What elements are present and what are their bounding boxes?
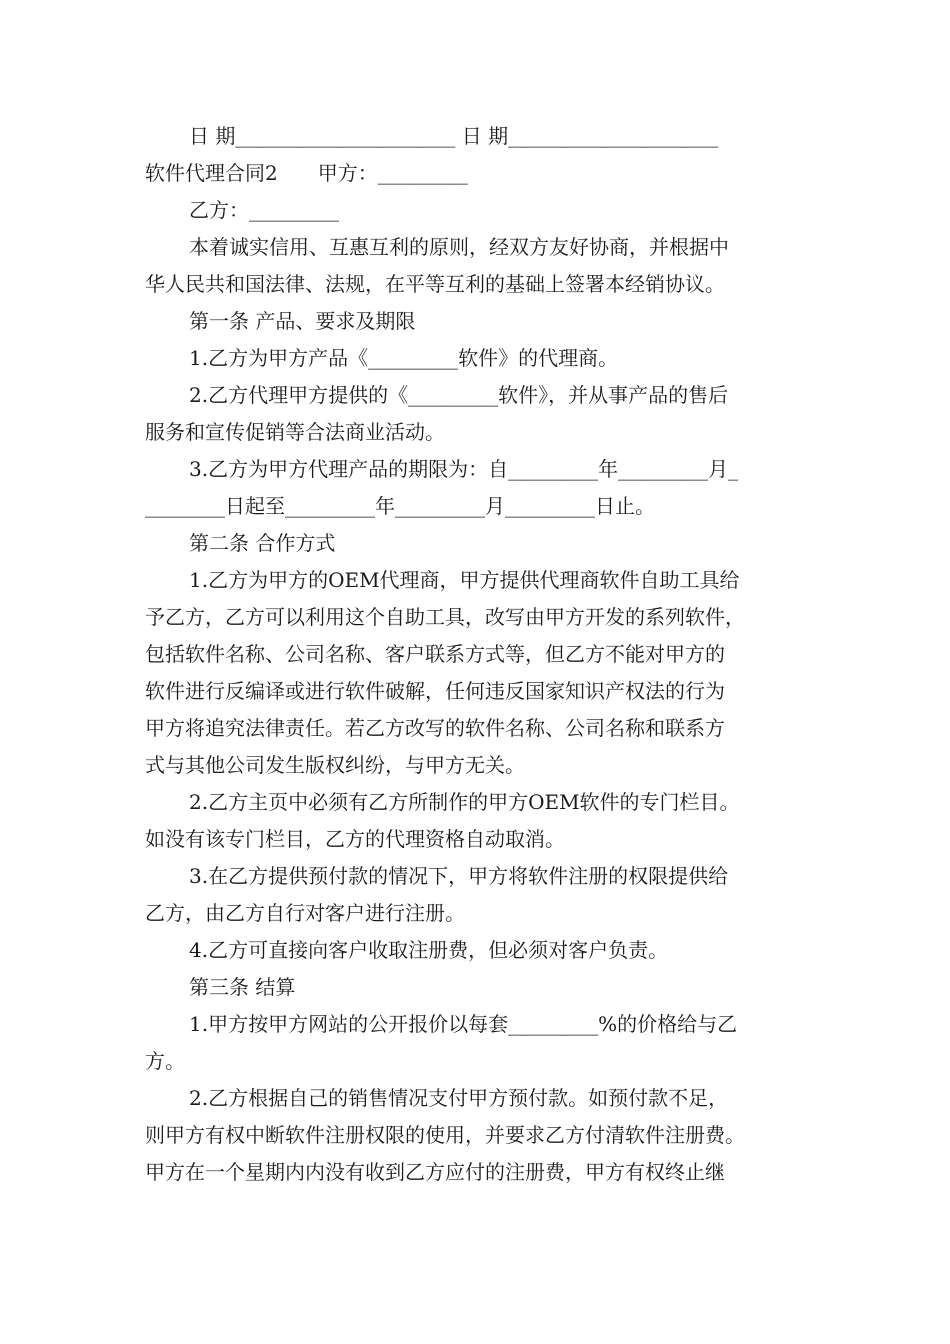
clause-line: 3.乙方为甲方代理产品的期限为：自_________年_________月_ — [189, 457, 739, 481]
clause-line: 1.乙方为甲方的OEM代理商，甲方提供代理商软件自助工具给 — [189, 568, 740, 592]
party-b-line: 乙方：_________ — [189, 198, 339, 222]
article-heading: 第三条 结算 — [189, 975, 296, 999]
clause-line: 2.乙方根据自己的销售情况支付甲方预付款。如预付款不足， — [189, 1086, 729, 1110]
clause-line: 1.甲方按甲方网站的公开报价以每套_________%的价格给与乙 — [189, 1012, 738, 1036]
clause-line: 4.乙方可直接向客户收取注册费，但必须对客户负责。 — [189, 938, 669, 962]
document-page — [145, 118, 810, 1191]
clause-line: 则甲方有权中断软件注册权限的使用，并要求乙方付清软件注册费。 — [145, 1123, 745, 1147]
clause-line: 1.乙方为甲方产品《_________软件》的代理商。 — [189, 346, 619, 370]
clause-line: 服务和宣传促销等合法商业活动。 — [145, 420, 445, 444]
clause-line: 乙方，由乙方自行对客户进行注册。 — [145, 901, 465, 925]
clause-line: 软件进行反编译或进行软件破解，任何违反国家知识产权法的行为 — [145, 679, 725, 703]
clause-line: 方。 — [145, 1049, 185, 1073]
preamble-line: 本着诚实信用、互惠互利的原则，经双方友好协商，并根据中 — [189, 235, 729, 259]
article-heading: 第一条 产品、要求及期限 — [189, 309, 416, 333]
clause-line: 甲方在一个星期内内没有收到乙方应付的注册费，甲方有权终止继 — [145, 1160, 725, 1184]
clause-line: 2.乙方主页中必须有乙方所制作的甲方OEM软件的专门栏目。 — [189, 790, 740, 814]
clause-line: 予乙方，乙方可以利用这个自助工具，改写由甲方开发的系列软件， — [145, 605, 745, 629]
clause-line: ________日起至_________年_________月_________日止。 — [145, 494, 655, 518]
clause-line: 2.乙方代理甲方提供的《_________软件》，并从事产品的售后 — [189, 383, 729, 407]
clause-line: 3.在乙方提供预付款的情况下，甲方将软件注册的权限提供给 — [189, 864, 729, 888]
date-line: 日 期______________________ 日 期_____________________ — [189, 124, 719, 148]
preamble-line: 华人民共和国法律、法规，在平等互利的基础上签署本经销协议。 — [145, 272, 725, 296]
contract-title-line: 软件代理合同2 甲方：_________ — [145, 161, 468, 185]
clause-line: 如没有该专门栏目，乙方的代理资格自动取消。 — [145, 827, 565, 851]
clause-line: 式与其他公司发生版权纠纷，与甲方无关。 — [145, 753, 525, 777]
clause-line: 甲方将追究法律责任。若乙方改写的软件名称、公司名称和联系方 — [145, 716, 725, 740]
clause-line: 包括软件名称、公司名称、客户联系方式等，但乙方不能对甲方的 — [145, 642, 725, 666]
article-heading: 第二条 合作方式 — [189, 531, 336, 555]
